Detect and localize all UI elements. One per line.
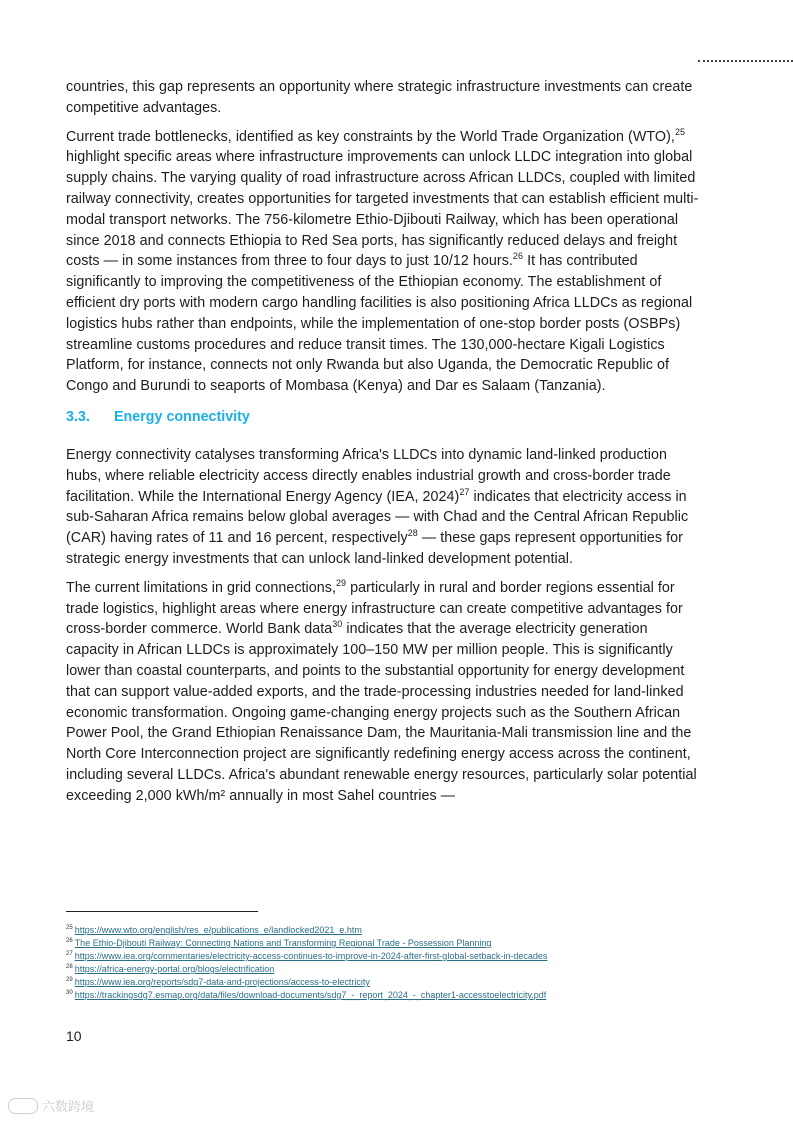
section-number: 3.3. xyxy=(66,408,90,425)
paragraph xyxy=(66,578,700,807)
footnote-number: 25 xyxy=(66,925,73,931)
footnote-item xyxy=(66,937,706,950)
footnote-item xyxy=(66,950,706,963)
footnote-item xyxy=(66,976,706,989)
text-run: indicates that electricity access in sub-Saharan Africa remains below global averages — with Chad and the Central African Republic (CAR) having rates of 11 and 16 percent, respectively xyxy=(66,488,689,547)
footnote-link[interactable]: https://www.wto.org/english/res_e/publications_e/landlocked2021_e.htm xyxy=(74,925,362,935)
paragraph xyxy=(66,127,700,397)
text-run: It has contributed significantly to improving the competitiveness of the Ethiopian economy. The establishment of efficient dry ports with modern cargo handling facilities is also positioning Africa LLDCs as regional logistics hubs rather than endpoints, while the implementation of one-stop border posts (OSBPs) streamline customs procedures and reduce transit times. The 130,000-hectare Kigali Logistics Platform, for instance, connects not only Rwanda but also Uganda, the Democratic Republic of Congo and Burundi to seaports of Mombasa (Kenya) and Dar es Salaam (Tanzania). xyxy=(66,253,693,395)
main-content xyxy=(66,77,700,815)
footnote-list xyxy=(66,924,706,1002)
footnote-link[interactable]: https://trackingsdg7.esmap.org/data/files/download-documents/sdg7_-_report_2024_-_chapter1-accesstoelectricity.pdf xyxy=(74,990,547,1000)
footnote-link[interactable]: https://africa-energy-portal.org/blogs/electrification xyxy=(74,964,275,974)
watermark-text: 六数跨境 xyxy=(42,1099,95,1114)
footnote-ref[interactable]: 25 xyxy=(674,126,686,137)
paragraph: countries, this gap represents an opportunity where strategic infrastructure investments can create competitive advantages. xyxy=(66,79,693,116)
footnote-item xyxy=(66,989,706,1002)
page-number: 10 xyxy=(66,1028,82,1044)
footnote-link[interactable]: https://www.iea.org/reports/sdg7-data-and-projections/access-to-electricity xyxy=(74,977,370,987)
footnote-number: 28 xyxy=(66,964,73,970)
paragraph xyxy=(66,445,700,570)
footnote-link[interactable]: The Ethio-Djibouti Railway: Connecting Nations and Transforming Regional Trade - Possession Planning xyxy=(74,938,492,948)
section-heading xyxy=(66,407,700,427)
watermark-logo-icon xyxy=(8,1098,38,1114)
footnote-ref[interactable]: 27 xyxy=(459,486,470,497)
section-title: Energy connectivity xyxy=(114,408,250,425)
text-run: Energy connectivity catalyses transforming Africa's LLDCs into dynamic land-linked production hubs, where reliable electricity access directly enables industrial growth and cross-border trade facilitation. While the International Energy Agency (IEA, 2024) xyxy=(66,446,671,505)
footnote-number: 27 xyxy=(66,951,73,957)
paragraphs-top xyxy=(66,77,700,397)
header-dotted-rule xyxy=(698,60,793,62)
footnote-item xyxy=(66,963,706,976)
text-run: The current limitations in grid connections, xyxy=(66,579,336,596)
text-run: particularly in rural and border regions essential for trade logistics, highlight areas where energy infrastructure can create competitive advantages for cross-border commerce. World Bank data xyxy=(66,579,683,638)
footnote-link[interactable]: https://www.iea.org/commentaries/electricity-access-continues-to-improve-in-2024-after-first-global-setback-in-decades xyxy=(74,951,548,961)
footnote-number: 30 xyxy=(66,990,73,996)
paragraphs-bottom xyxy=(66,445,700,807)
footnote-number: 26 xyxy=(66,938,73,944)
footnote-number: 29 xyxy=(66,977,73,983)
footnotes xyxy=(66,911,706,1002)
text-run: highlight specific areas where infrastructure improvements can unlock LLDC integration into global supply chains. The varying quality of road infrastructure across African LLDCs, coupled with limited railway connectivity, creates opportunities for targeted investments that can establish efficient multi-modal transport networks. The 756-kilometre Ethio-Djibouti Railway, which has been operational since 2018 and connects Ethiopia to Red Sea ports, has significantly reduced delays and freight costs — in some instances from three to four days to just 10/12 hours. xyxy=(66,149,699,270)
footnote-ref[interactable]: 28 xyxy=(407,528,418,539)
text-run: — these gaps represent opportunities for strategic energy investments that can unlock land-linked development potential. xyxy=(66,530,683,567)
footnote-ref[interactable]: 29 xyxy=(336,577,347,588)
footnote-ref[interactable]: 26 xyxy=(512,251,524,262)
footnote-ref[interactable]: 30 xyxy=(332,619,343,630)
text-run: indicates that the average electricity generation capacity in African LLDCs is approximately 100–150 MW per million people. This is significantly lower than coastal counterparts, and points to the substantial opportunity for energy development that can support value-added exports, and the trade-processing industries needed for land-linked economic transformation. Ongoing game-changing energy projects such as the Southern African Power Pool, the Grand Ethiopian Renaissance Dam, the Mauritania-Mali transmission line and the North Core Interconnection project are significantly redefining energy access across the continent, including several LLDCs. Africa's abundant renewable energy resources, particularly solar potential exceeding 2,000 kWh/m² annually in most Sahel countries — xyxy=(66,621,697,804)
text-run: Current trade bottlenecks, identified as key constraints by the World Trade Organization (WTO), xyxy=(66,128,675,145)
footnote-item xyxy=(66,924,706,937)
footnote-rule xyxy=(66,911,258,912)
watermark xyxy=(8,1096,94,1115)
